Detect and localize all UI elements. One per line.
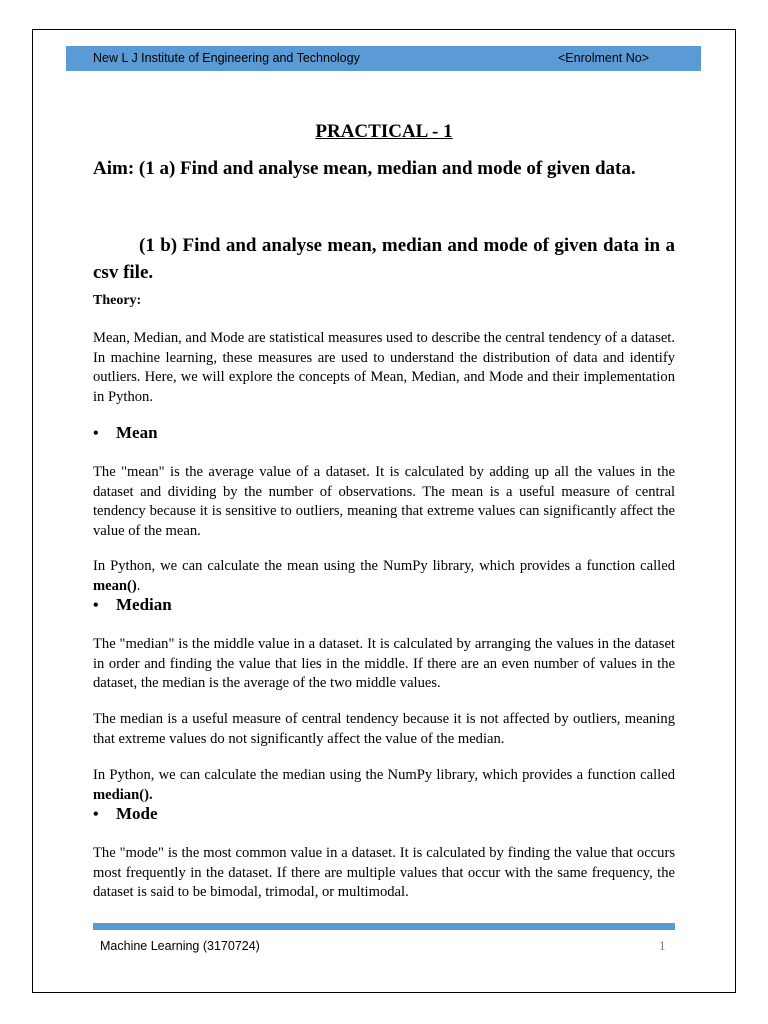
footer-course: Machine Learning (3170724) xyxy=(100,939,260,953)
practical-title: PRACTICAL - 1 xyxy=(315,121,453,142)
aim-1a: Aim: (1 a) Find and analyse mean, median and mode of given data. xyxy=(93,158,636,179)
median-python-paragraph xyxy=(93,766,675,805)
bullet-icon: • xyxy=(93,806,99,823)
median-paragraph: The "median" is the middle value in a dataset. It is calculated by arranging the values in the dataset in order and finding the value that lies in the middle. If there are an even number of values in the dataset, the median is the average of the two middle values. xyxy=(93,636,675,691)
median-python-text: In Python, we can calculate the median using the NumPy library, which provides a function called xyxy=(93,767,675,783)
page-header xyxy=(66,46,701,71)
median-outlier-paragraph: The median is a useful measure of central tendency because it is not affected by outliers, meaning that extreme values do not significantly affect the value of the median. xyxy=(93,711,675,747)
mean-function: mean() xyxy=(93,577,137,594)
mean-paragraph: The "mean" is the average value of a dataset. It is calculated by adding up all the values in the dataset and dividing by the number of observations. The mean is a useful measure of central tendency because it is sensitive to outliers, meaning that extreme values can significantly affect the value of the mean. xyxy=(93,464,675,539)
mean-heading: Mean xyxy=(116,423,158,442)
bullet-mean xyxy=(93,423,158,443)
bullet-icon: • xyxy=(93,425,99,442)
intro-paragraph: Mean, Median, and Mode are statistical measures used to describe the central tendency of a dataset. In machine learning, these measures are used to understand the distribution of data and identify outliers. Here, we will explore the concepts of Mean, Median, and Mode and their implementation in Python. xyxy=(93,330,675,405)
median-function: median(). xyxy=(93,786,153,803)
page-number: 1 xyxy=(659,938,666,953)
mode-paragraph: The "mode" is the most common value in a dataset. It is calculated by finding the value that occurs most frequently in the dataset. If there are multiple values that occur with the same frequency, the dataset is said to be bimodal, trimodal, or multimodal. xyxy=(93,845,675,900)
bullet-median xyxy=(93,595,172,615)
bullet-mode xyxy=(93,804,158,824)
mean-python-text: In Python, we can calculate the mean using the NumPy library, which provides a function called xyxy=(93,558,675,574)
aim-1b-text: (1 b) Find and analyse mean, median and mode of given data in a csv file. xyxy=(93,235,675,283)
mode-heading: Mode xyxy=(116,804,158,823)
mean-python-paragraph xyxy=(93,557,675,596)
bullet-icon: • xyxy=(93,597,99,614)
footer-divider xyxy=(93,923,675,930)
median-heading: Median xyxy=(116,595,172,614)
institute-name: New L J Institute of Engineering and Technology xyxy=(93,51,360,65)
aim-1b xyxy=(93,232,675,286)
theory-heading: Theory: xyxy=(93,293,142,308)
mean-python-end: . xyxy=(136,577,141,594)
enrolment-number: <Enrolment No> xyxy=(558,51,650,65)
